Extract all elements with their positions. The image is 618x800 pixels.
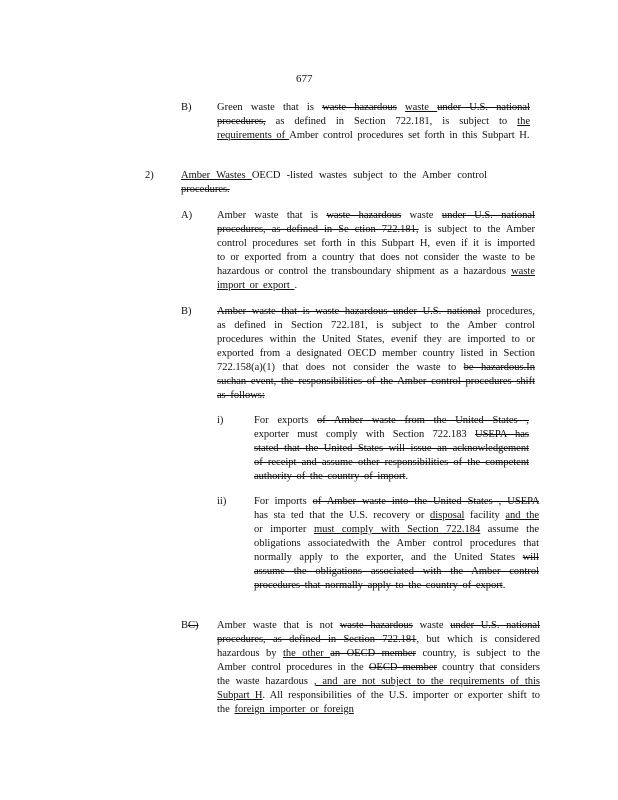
text-run: assume the obligations associatedwith the Amber control procedures that normally apply to the exporter, and the United States [254,524,539,563]
text-run: is subject to the Amber control procedures set forth in this Subpart H, even if it is imported to or exported from a country that does not consider the waste to be hazardous or control the transboundary shipment as a hazardous [217,224,535,277]
struck-text: under U.S. national procedures, as defined in Se ction 722.181, [217,210,535,235]
struck-text: under U.S. national procedures, [217,102,530,127]
paragraph-amber-waste-a [217,209,535,293]
inserted-text: and the [505,510,539,521]
inserted-text: foreign importer or foreign [234,704,354,715]
inserted-text: waste [405,102,438,113]
text-run: , but which is considered hazardous by [217,634,540,659]
struck-text: of Amber waste from the United States , [317,415,529,426]
page-number: 677 [296,73,313,85]
text-run: exporter must comply with Section 722.183 [254,429,475,440]
inserted-text: , and are not subject to the requirements of this Subpart H [217,676,540,701]
text-run: country, is subject to the Amber control procedures in the [217,648,540,673]
item-label-ii: ii) [217,496,227,507]
text-run: as defined in Section 722.181, is subject to [265,116,518,127]
text-run: country that considers the waste hazardous [217,662,540,687]
text-run [397,102,405,113]
struck-text: waste hazardous [326,210,402,221]
struck-text: OECD member [368,662,437,673]
text-run: Green waste that is [217,102,323,113]
paragraph-exports [254,414,529,484]
struck-text: under U.S. national procedures, as defined in Section 722.181 [217,620,540,645]
text-run: waste [401,210,442,221]
paragraph-amber-waste-not-hazardous [217,619,540,717]
struck-text: an OECD member [330,648,417,659]
struck-text: be hazardous.In suchan event, the responsibilities of the Amber control procedures shift as follows: [217,362,535,401]
item-label-a: A) [181,210,193,221]
item-label-2: 2) [145,170,154,181]
text-run: For imports [254,496,313,507]
text-run: . All responsibilities of the U.S. importer or exporter shift to the [217,690,540,715]
struck-text: procedures. [181,184,230,195]
text-run: . [294,280,298,291]
struck-text: Amber waste that is waste hazardous under U.S. national [217,306,481,317]
item-label-bc [181,619,199,633]
text-run: waste [412,620,451,631]
inserted-text: the other [282,648,331,659]
text-run: has sta ted that the U.S. recovery or [254,510,431,521]
heading-amber-wastes [181,169,487,197]
inserted-text: Amber Wastes [181,170,252,181]
item-label-b: B) [181,102,192,113]
inserted-text: waste import or export [217,266,535,291]
text-run: . [405,471,409,482]
item-label-b2: B) [181,306,192,317]
paragraph-green-waste [217,101,530,143]
text-run: OECD -listed wastes subject to the Amber control [251,170,487,181]
inserted-text: must comply with Section 722.184 [313,524,481,535]
text-run: or importer [254,524,314,535]
inserted-text: the requirements of [217,116,530,141]
text-run: . [502,580,506,591]
text-run: Amber waste that is not [217,620,340,631]
text-run: For exports [254,415,317,426]
item-label-i: i) [217,415,224,426]
struck-text: waste hazardous [322,102,397,113]
struck-text: will assume the obligations associated with the Amber control procedures that normally apply to the country of export [254,552,539,591]
text-run: Amber control procedures set forth in this Subpart H. [289,130,530,141]
inserted-text: disposal [430,510,465,521]
item-label-c-struck: C) [188,620,199,631]
struck-text: USEPA has stated that the United States will issue an acknowledgement of receipt and assume other responsibilities of the competent authority of the country of import [254,429,529,482]
struck-text: of Amber waste into the United States , USEPA [312,496,539,507]
paragraph-imports [254,495,539,593]
text-run: Amber waste that is [217,210,327,221]
paragraph-amber-waste-b [217,305,535,403]
item-label-b-letter: B [181,620,189,631]
struck-text: waste hazardous [339,620,413,631]
text-run: procedures, as defined in Section 722.181, is subject to the Amber control procedures within the United States, evenif they are imported to or exported from a designated OECD member country listed in Section 722.158(a)(1) that does not consider the waste to [217,306,535,373]
text-run: facility [464,510,506,521]
